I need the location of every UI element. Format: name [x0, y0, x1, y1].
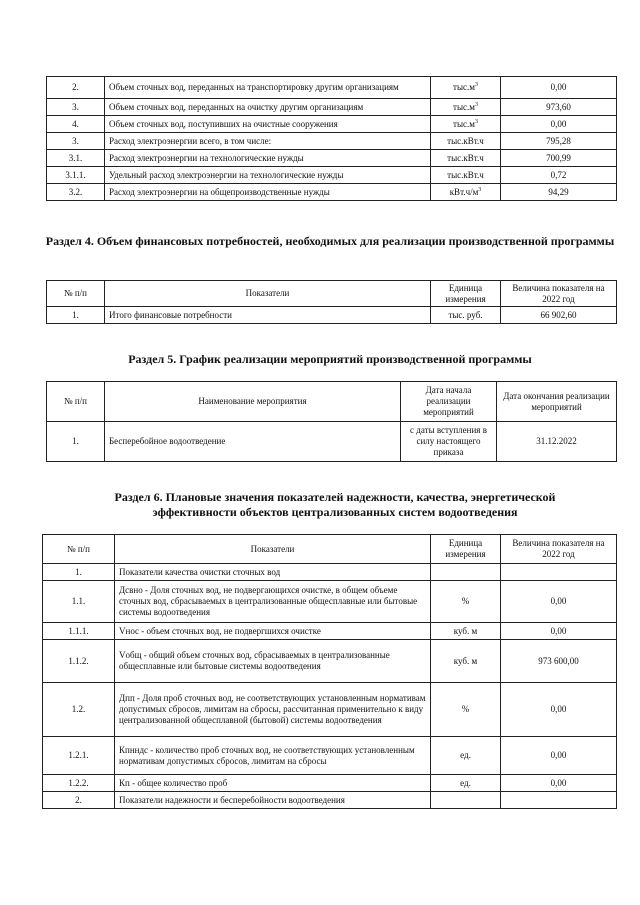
row-unit: $кВт.ч/м^3$	[431, 184, 501, 201]
row-value: 0,72	[501, 167, 617, 184]
row-num: 1.2.	[43, 683, 115, 737]
row-name: Кпнндс - количество проб сточных вод, не соответствующих установленным нормативам допустимых сбросов, лимитам на сбросы	[115, 737, 431, 775]
top-table	[46, 76, 617, 201]
row-num: 2.	[43, 792, 115, 809]
row-num: 1.1.2.	[43, 640, 115, 683]
table-row	[43, 792, 617, 809]
header-end: Дата окончания реализации мероприятий	[497, 382, 617, 422]
section6-title: Раздел 6. Плановые значения показателей надежности, качества, энергетической эффективности объектов централизованных систем водоотведения	[114, 490, 556, 519]
header-value: Величина показателя на 2022 год	[501, 281, 617, 307]
row-name: Итого финансовые потребности	[105, 307, 431, 324]
table-row	[47, 133, 617, 150]
row-name: Объем сточных вод, переданных на транспортировку другим организациям	[105, 77, 431, 99]
row-value: 0,00	[501, 775, 617, 792]
row-unit: тыс.кВт.ч	[431, 167, 501, 184]
row-num: 3.	[47, 99, 105, 116]
section5-title: Раздел 5. График реализации мероприятий производственной программы	[128, 352, 532, 366]
row-name: Объем сточных вод, поступивших на очистные сооружения	[105, 116, 431, 133]
table-row	[43, 623, 617, 640]
row-unit: куб. м	[431, 623, 501, 640]
row-end: 31.12.2022	[497, 422, 617, 462]
table-row	[47, 307, 617, 324]
row-unit: тыс.кВт.ч	[431, 150, 501, 167]
table-row	[47, 99, 617, 116]
row-name: Показатели надежности и бесперебойности водоотведения	[115, 792, 431, 809]
table-row	[43, 581, 617, 623]
row-unit: тыс. руб.	[431, 307, 501, 324]
header-name: Показатели	[115, 535, 431, 564]
row-num: 1.2.2.	[43, 775, 115, 792]
row-value	[501, 564, 617, 581]
row-name: Удельный расход электроэнергии на технологические нужды	[105, 167, 431, 184]
row-name: Vобщ - общий объем сточных вод, сбрасываемых в централизованные общесплавные или бытовые системы водоотведения	[115, 640, 431, 683]
header-name: Наименование мероприятия	[105, 382, 401, 422]
row-value: 0,00	[501, 623, 617, 640]
row-name: Vнос - объем сточных вод, не подвергшихся очистке	[115, 623, 431, 640]
row-num: 1.1.1.	[43, 623, 115, 640]
row-value: 973,60	[501, 99, 617, 116]
row-unit	[431, 564, 501, 581]
row-unit: куб. м	[431, 640, 501, 683]
row-num: 4.	[47, 116, 105, 133]
row-value: 0,00	[501, 683, 617, 737]
table-row	[47, 150, 617, 167]
row-num: 3.1.1.	[47, 167, 105, 184]
section4-title: Раздел 4. Объем финансовых потребностей, необходимых для реализации производственной программы	[45, 234, 615, 248]
row-name: Дсвно - Доля сточных вод, не подвергающихся очистке, в общем объеме сточных вод, сбрасываемых в централизованные общесплавные или бытовые системы водоотведения	[115, 581, 431, 623]
row-num: 3.	[47, 133, 105, 150]
table-header	[43, 535, 617, 564]
row-unit: ед.	[431, 775, 501, 792]
table-row	[43, 640, 617, 683]
row-value: 0,00	[501, 77, 617, 99]
row-value: 66 902,60	[501, 307, 617, 324]
header-unit: Единица измерения	[431, 281, 501, 307]
row-start: с даты вступления в силу настоящего приказа	[401, 422, 497, 462]
header-value: Величина показателя на 2022 год	[501, 535, 617, 564]
row-num: 3.1.	[47, 150, 105, 167]
table-header	[47, 382, 617, 422]
row-num: 1.2.1.	[43, 737, 115, 775]
row-num: 3.2.	[47, 184, 105, 201]
row-unit: $тыс.м^3$	[431, 99, 501, 116]
header-start: Дата начала реализации мероприятий	[401, 382, 497, 422]
section6-table	[42, 534, 617, 809]
row-name: Бесперебойное водоотведение	[105, 422, 401, 462]
header-num: № п/п	[47, 281, 105, 307]
row-name: Расход электроэнергии на технологические нужды	[105, 150, 431, 167]
header-num: № п/п	[43, 535, 115, 564]
row-value: 94,29	[501, 184, 617, 201]
table-row	[43, 775, 617, 792]
row-value: 0,00	[501, 581, 617, 623]
row-unit: %	[431, 581, 501, 623]
table-row	[43, 564, 617, 581]
row-name: Расход электроэнергии на общепроизводственные нужды	[105, 184, 431, 201]
row-num: 1.	[47, 307, 105, 324]
table-row	[43, 683, 617, 737]
section5-table	[46, 381, 617, 462]
table-row	[43, 737, 617, 775]
row-num: 1.	[43, 564, 115, 581]
row-value: 0,00	[501, 737, 617, 775]
row-value: 795,28	[501, 133, 617, 150]
section4-table	[46, 280, 617, 324]
row-unit: ед.	[431, 737, 501, 775]
row-unit	[431, 792, 501, 809]
table-row	[47, 422, 617, 462]
row-unit: $тыс.м^3$	[431, 77, 501, 99]
row-unit: $тыс.м^3$	[431, 116, 501, 133]
row-unit: %	[431, 683, 501, 737]
row-name: Расход электроэнергии всего, в том числе:	[105, 133, 431, 150]
row-name: Кп - общее количество проб	[115, 775, 431, 792]
row-name: Показатели качества очистки сточных вод	[115, 564, 431, 581]
row-num: 1.	[47, 422, 105, 462]
table-header	[47, 281, 617, 307]
header-num: № п/п	[47, 382, 105, 422]
table-row	[47, 167, 617, 184]
row-name: Дпп - Доля проб сточных вод, не соответствующих установленным нормативам допустимых сбросов, лимитам на сбросы, рассчитанная применительно к виду централизованной общесплавной (бытовой) системы водоотведения	[115, 683, 431, 737]
row-value	[501, 792, 617, 809]
row-num: 2.	[47, 77, 105, 99]
row-value: 0,00	[501, 116, 617, 133]
row-unit: тыс.кВт.ч	[431, 133, 501, 150]
row-name: Объем сточных вод, переданных на очистку другим организациям	[105, 99, 431, 116]
row-num: 1.1.	[43, 581, 115, 623]
header-name: Показатели	[105, 281, 431, 307]
table-row	[47, 77, 617, 99]
row-value: 700,99	[501, 150, 617, 167]
table-row	[47, 184, 617, 201]
header-unit: Единица измерения	[431, 535, 501, 564]
table-row	[47, 116, 617, 133]
row-value: 973 600,00	[501, 640, 617, 683]
